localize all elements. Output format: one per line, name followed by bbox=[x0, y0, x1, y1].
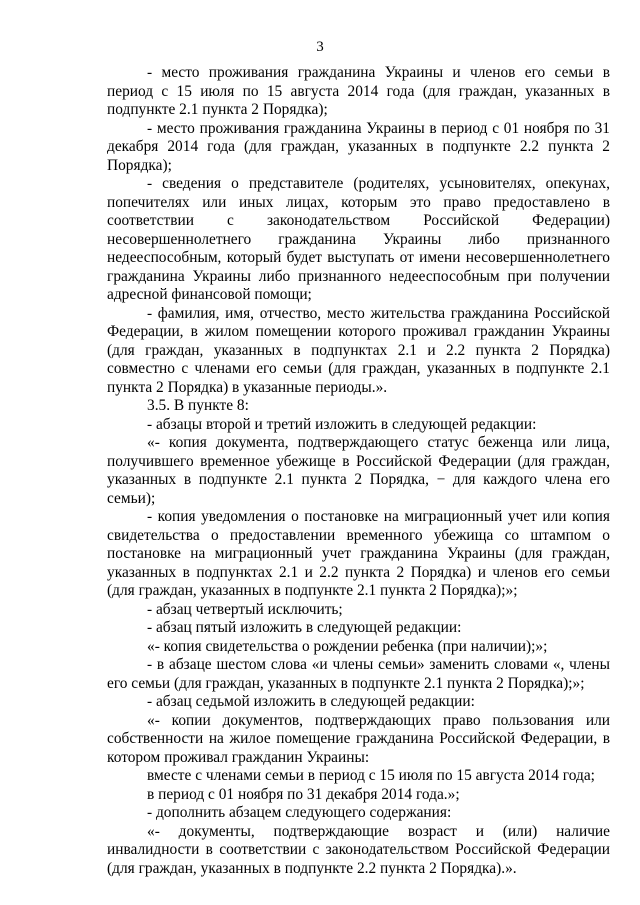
paragraph: - место проживания гражданина Украины и членов его семьи в период с 15 июля по 15 августа 2014 года (для граждан, указанных в подпункте 2.1 пункта 2 Порядка); bbox=[107, 64, 610, 118]
paragraph: - дополнить абзацем следующего содержания: bbox=[147, 804, 452, 821]
paragraph: «- копии документов, подтверждающих право пользования или собственности на жилое помещение гражданина Российской Федерации, в котором проживал гражданин Украины: bbox=[107, 711, 610, 766]
paragraph: - копия уведомления о постановке на миграционный учет или копия свидетельства о предоставлении временного убежища со штампом о постановке на миграционный учет гражданина Украины (для граждан, указанных в подпунктах 2.1 и 2.2 пункта 2 Порядка) и членов его семьи (для граждан, указанных в подпункте 2.1 пункта 2 Порядка);»; bbox=[107, 508, 610, 599]
paragraph: вместе с членами семьи в период с 15 июля по 15 августа 2014 года; bbox=[147, 767, 595, 784]
paragraph: - место проживания гражданина Украины в период с 01 ноября по 31 декабря 2014 года (для граждан, указанных в подпункте 2.2 пункта 2 Порядка); bbox=[107, 119, 610, 174]
paragraph: «- документы, подтверждающие возраст и (или) наличие инвалидности в соответствии с законодательством Российской Федерации (для граждан, указанных в подпункте 2.2 пункта 2 Порядка).». bbox=[107, 822, 610, 877]
paragraph: - абзац четвертый исключить; bbox=[147, 600, 343, 618]
paragraph: - сведения о представителе (родителях, усыновителях, опекунах, попечителях или иных лицах, которым это право предоставлено в соответствии с законодательством Российской Федерации) несовершеннолетнего гражданина Украины либо признанного недееспособным, который будет выступать от имени несовершеннолетнего гражданина Украины либо признанного недееспособным при получении адресной финансовой помощи; bbox=[107, 175, 610, 303]
paragraph: - абзац седьмой изложить в следующей редакции: bbox=[147, 693, 475, 710]
page-number: 3 bbox=[316, 39, 324, 55]
document-body bbox=[107, 64, 610, 878]
paragraph: - в абзаце шестом слова «и члены семьи» заменить словами «, члены его семьи (для граждан, указанных в подпункте 2.1 пункта 2 Порядка);»; bbox=[107, 656, 610, 692]
paragraph: - абзацы второй и третий изложить в следующей редакции: bbox=[147, 415, 537, 433]
paragraph: - фамилия, имя, отчество, место жительства гражданина Российской Федерации, в жилом помещении которого проживал гражданин Украины (для граждан, указанных в подпунктах 2.1 и 2.2 пункта 2 Порядка) совместно с членами его семьи (для граждан, указанных в подпункте 2.1 пункта 2 Порядка) в указанные периоды.». bbox=[107, 304, 610, 396]
paragraph: - абзац пятый изложить в следующей редакции: bbox=[147, 619, 462, 636]
paragraph: «- копия свидетельства о рождении ребенка (при наличии);»; bbox=[147, 637, 548, 655]
paragraph: в период с 01 ноября по 31 декабря 2014 года.»; bbox=[147, 785, 460, 803]
section-heading: 3.5. В пункте 8: bbox=[147, 397, 249, 414]
paragraph: «- копия документа, подтверждающего статус беженца или лица, получившего временное убежище в Российской Федерации (для граждан, указанных в подпункте 2.1 пункта 2 Порядка, − для каждого члена его семьи); bbox=[107, 434, 610, 507]
